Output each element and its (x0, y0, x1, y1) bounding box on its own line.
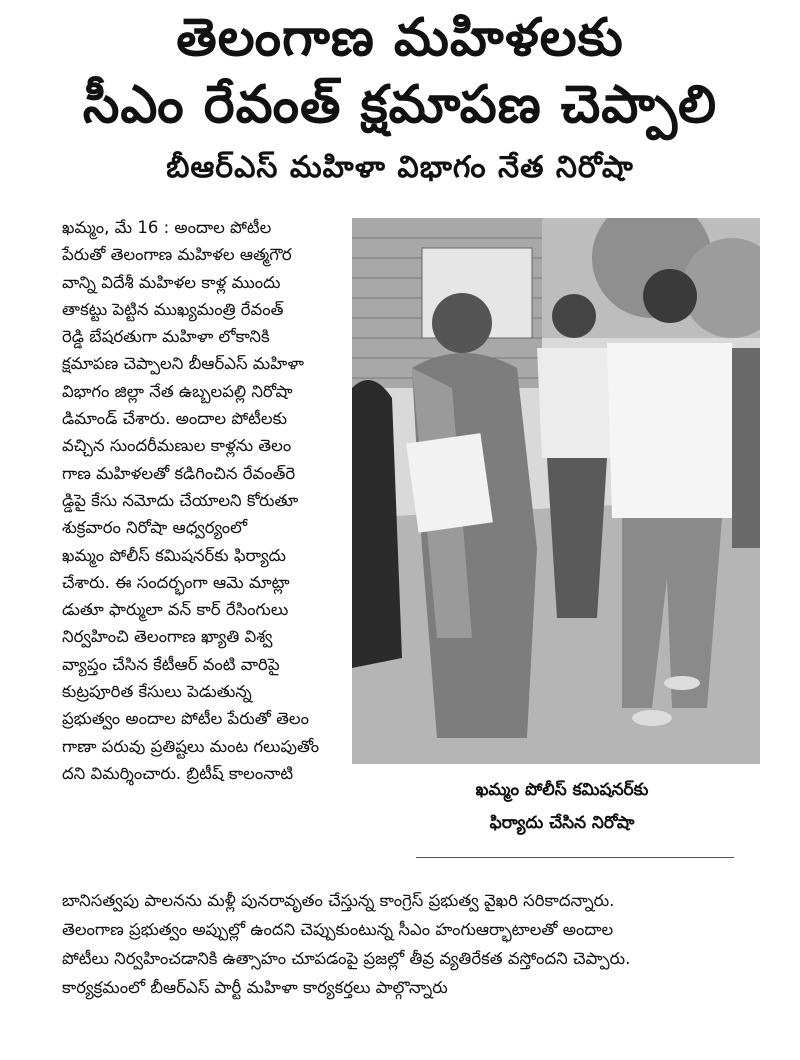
body-line: డ్డిపై కేసు నమోదు చేయాలని కోరుతూ (62, 490, 299, 510)
body-line: వచ్చిన సుందరీమణుల కాళ్లను తెలం (62, 436, 292, 456)
body-line: విభాగం జిల్లా నేత ఉబ్బలపల్లి నిరోషా (62, 381, 293, 401)
body-line: దని విమర్శించారు. బ్రిటీష్ కాలంనాటి (62, 763, 294, 783)
body-line: నిర్వహించి తెలంగాణ ఖ్యాతి విశ్వ (62, 627, 273, 647)
body-line: ఖమ్మం పోలీస్ కమిషనర్‌కు ఫిర్యాదు (62, 545, 286, 565)
article-body-column (62, 214, 354, 787)
news-photo (352, 218, 760, 764)
body-line: డుతూ ఫార్ములా వన్ కార్ రేసింగులు (62, 600, 289, 620)
body-line: కుట్రపూరిత కేసులు పెడుతున్న (62, 682, 252, 702)
body-line: వాన్ని విదేశీ మహిళల కాళ్ల ముందు (62, 272, 281, 292)
headline-line-1: తెలంగాణ మహిళలకు (176, 8, 624, 68)
body-line: గాణా పరువు ప్రతిష్టలు మంట గలుపుతోం (62, 736, 320, 756)
body-line: పోటీలు నిర్వహించడానికి ఉత్సాహం చూపడంపై ప్రజల్లో తీవ్ర వ్యతిరేకత వస్తోందని చెప్పారు. (62, 949, 631, 968)
subheadline: బీఆర్ఎస్ మహిళా విభాగం నేత నిరోషా (166, 150, 634, 185)
body-line: తెలంగాణ ప్రభుత్వం అప్పుల్లో ఉందని చెప్పుకుంటున్న సీఎం హంగుఆర్భాటాలతో అందాల (62, 920, 614, 939)
body-line: వ్యాప్తం చేసిన కేటీఆర్ వంటి వారిపై (62, 654, 280, 674)
body-line: గాణ మహిళలతో కడిగించిన రేవంత్‌రె (62, 463, 296, 483)
body-line: పేరుతో తెలంగాణ మహిళల ఆత్మగౌర (62, 245, 292, 265)
body-line: క్షమాపణ చెప్పాలని బీఆర్ఎస్ మహిళా (62, 354, 304, 374)
body-line: ప్రభుత్వం అందాల పోటీల పేరుతో తెలం (62, 709, 309, 729)
body-line: తాకట్టు పెట్టిన ముఖ్యమంత్రి రేవంత్ (62, 299, 284, 319)
body-line: బానిసత్వపు పాలనను మళ్లీ పునరావృతం చేస్తున్న కాంగ్రెస్ ప్రభుత్వ వైఖరి సరికాదన్నారు. (62, 891, 615, 910)
photo-caption (372, 774, 752, 840)
body-line: డిమాండ్ చేశారు. అందాల పోటీలకు (62, 409, 287, 429)
article-body-full-width (62, 886, 772, 1002)
body-line: కార్యక్రమంలో బీఆర్ఎస్ పార్టీ మహిళా కార్యకర్తలు పాల్గొన్నారు (62, 978, 448, 997)
photo-caption-line-2: ఫిర్యాదు చేసిన నిరోషా (489, 813, 635, 833)
body-line: రెడ్డి బేషరతుగా మహిళా లోకానికి (62, 327, 270, 347)
photo-caption-line-1: ఖమ్మం పోలీస్ కమిషనర్‌కు (475, 780, 649, 800)
body-line: ఖమ్మం, మే 16 : అందాల పోటీల (62, 218, 272, 237)
body-line: శుక్రవారం నిరోషా ఆధ్వర్యంలో (62, 518, 248, 538)
headline-line-2: సీఎం రేవంత్ క్షమాపణ చెప్పాలి (82, 75, 718, 135)
caption-divider (416, 857, 734, 858)
body-line: చేశారు. ఈ సందర్భంగా ఆమె మాట్లా (62, 572, 290, 592)
